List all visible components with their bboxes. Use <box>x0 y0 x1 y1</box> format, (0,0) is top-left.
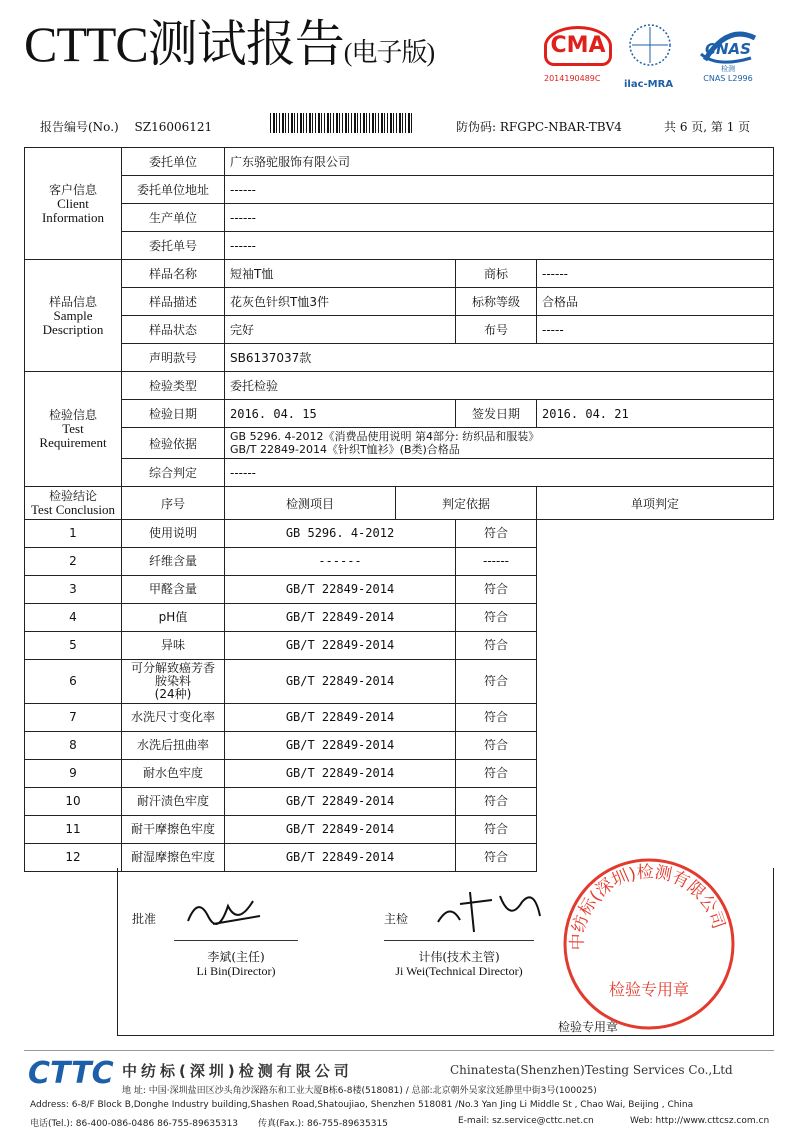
table-row <box>25 760 774 788</box>
field-value: ------ <box>225 232 774 260</box>
table-row <box>25 316 774 344</box>
page-info: 共 6 页, 第 1 页 <box>664 120 751 134</box>
check-label: 主检 <box>384 912 409 926</box>
col-header: 检测项目 <box>225 487 396 520</box>
table-row <box>25 288 774 316</box>
item-name: 使用说明 <box>122 520 225 548</box>
checker-line <box>384 940 534 941</box>
approver-line <box>174 940 298 941</box>
anti-fake-label: 防伪码: <box>456 120 497 134</box>
footer-email: E-mail: sz.service@cttc.net.cn <box>458 1116 594 1126</box>
item-name: pH值 <box>122 604 225 632</box>
item-result: 符合 <box>456 788 537 816</box>
table-row <box>25 176 774 204</box>
item-result: 符合 <box>456 660 537 704</box>
basis-line-1: GB 5296. 4-2012《消费品使用说明 第4部分: 纺织品和服装》 <box>230 430 540 443</box>
item-no: 8 <box>25 732 122 760</box>
footer-company-cn: 中纺标(深圳)检测有限公司 <box>122 1062 353 1080</box>
approver <box>174 950 298 978</box>
seal-center: 检验专用章 <box>608 980 690 999</box>
item-name: 纤维含量 <box>122 548 225 576</box>
approve-label: 批准 <box>132 912 157 926</box>
anti-fake <box>456 118 622 135</box>
item-no: 11 <box>25 816 122 844</box>
client-section-en1: Client <box>57 195 89 211</box>
table-row <box>25 732 774 760</box>
field-label: 综合判定 <box>122 459 225 487</box>
table-row <box>25 232 774 260</box>
sample-section-en2: Description <box>42 321 104 337</box>
field-value: 2016. 04. 15 <box>225 400 456 428</box>
item-result: 符合 <box>456 732 537 760</box>
item-name: 耐水色牢度 <box>122 760 225 788</box>
ilac-logo <box>620 22 688 92</box>
table-row <box>25 576 774 604</box>
item-basis: ------ <box>225 548 456 576</box>
table-row <box>25 704 774 732</box>
item-result: 符合 <box>456 816 537 844</box>
sample-section <box>25 260 122 372</box>
item-basis: GB/T 22849-2014 <box>225 704 456 732</box>
table-row <box>25 400 774 428</box>
table-row <box>25 459 774 487</box>
test-section-en1: Test <box>62 421 84 436</box>
field-value: 2016. 04. 21 <box>537 400 774 428</box>
item-result: 符合 <box>456 576 537 604</box>
item-name: 可分解致癌芳香胺染料 (24种) <box>122 660 225 704</box>
field-label: 检验依据 <box>122 428 225 459</box>
field-label: 标称等级 <box>456 288 537 316</box>
checker-signature <box>430 882 550 938</box>
conclusion-section-en: Test Conclusion <box>31 502 115 517</box>
table-row <box>25 520 774 548</box>
item-no: 6 <box>25 660 122 704</box>
cnas-logo <box>692 24 764 96</box>
seal-stamp-label: 检验专用章 <box>558 1020 619 1034</box>
test-section-cn: 检验信息 <box>48 408 97 422</box>
field-value: SB6137037款 <box>225 344 774 372</box>
table-row <box>25 816 774 844</box>
anti-fake-code: RFGPC-NBAR-TBV4 <box>499 120 622 134</box>
field-label: 商标 <box>456 260 537 288</box>
report-no-value: SZ16006121 <box>134 120 213 134</box>
table-row <box>25 604 774 632</box>
sample-section-cn: 样品信息 <box>48 294 97 309</box>
conclusion-section <box>25 487 122 520</box>
ilac-logo-text: ilac-MRA <box>624 79 674 90</box>
footer-address-en: Address: 6-8/F Block B,Donghe Industry building,Shashen Road,Shatoujiao, Shenzhen 518081 /No.3 Yan Jing Li Middle St , Chao Wai, Beijing , China <box>30 1100 694 1110</box>
field-label: 样品描述 <box>122 288 225 316</box>
checker-cn: 计伟(技术主管) <box>418 950 500 964</box>
footer-fax: 传真(Fax.): 86-755-89635315 <box>258 1119 388 1129</box>
cnas-sub: 检测 <box>721 65 735 73</box>
field-value: ------ <box>537 260 774 288</box>
footer-divider <box>24 1050 774 1051</box>
table-row <box>25 148 774 176</box>
table-row <box>25 428 774 459</box>
approver-en: Li Bin(Director) <box>196 964 276 978</box>
table-row <box>25 660 774 704</box>
cma-logo <box>544 26 616 88</box>
conclusion-section-cn: 检验结论 <box>48 489 97 503</box>
field-label: 样品状态 <box>122 316 225 344</box>
item-basis: GB/T 22849-2014 <box>225 632 456 660</box>
item-result: 符合 <box>456 844 537 872</box>
field-label: 委托单位地址 <box>122 176 225 204</box>
field-value <box>225 428 774 459</box>
item-name: 甲醛含量 <box>122 576 225 604</box>
item-result: 符合 <box>456 704 537 732</box>
barcode <box>270 113 414 133</box>
item-result: 符合 <box>456 604 537 632</box>
cma-code: 2014190489C <box>544 74 601 83</box>
approver-cn: 李斌(主任) <box>207 950 265 964</box>
item-no: 12 <box>25 844 122 872</box>
footer-logo: CTTC <box>28 1056 114 1091</box>
field-label: 生产单位 <box>122 204 225 232</box>
field-label: 声明款号 <box>122 344 225 372</box>
company-seal <box>560 855 738 1033</box>
field-label: 委托单位 <box>122 148 225 176</box>
col-header: 序号 <box>122 487 225 520</box>
table-row <box>25 788 774 816</box>
table-row <box>25 260 774 288</box>
report-title <box>24 14 434 83</box>
item-result: ------ <box>456 548 537 576</box>
item-basis: GB/T 22849-2014 <box>225 576 456 604</box>
item-no: 2 <box>25 548 122 576</box>
item-no: 1 <box>25 520 122 548</box>
client-section-en2: Information <box>41 209 105 225</box>
item-basis: GB 5296. 4-2012 <box>225 520 456 548</box>
item-result: 符合 <box>456 632 537 660</box>
item-name: 耐干摩擦色牢度 <box>122 816 225 844</box>
cnas-logo-text: CNAS <box>705 40 751 58</box>
report-no-label: 报告编号(No.) <box>40 120 119 134</box>
item-name: 水洗尺寸变化率 <box>122 704 225 732</box>
field-label: 委托单号 <box>122 232 225 260</box>
client-section <box>25 148 122 260</box>
item-basis: GB/T 22849-2014 <box>225 732 456 760</box>
item-basis: GB/T 22849-2014 <box>225 760 456 788</box>
item-basis: GB/T 22849-2014 <box>225 604 456 632</box>
field-label: 样品名称 <box>122 260 225 288</box>
cnas-code: CNAS L2996 <box>703 74 753 83</box>
field-value: ----- <box>537 316 774 344</box>
table-row <box>25 632 774 660</box>
item-name: 耐汗渍色牢度 <box>122 788 225 816</box>
field-label: 检验类型 <box>122 372 225 400</box>
test-section-en2: Requirement <box>39 435 107 450</box>
item-name: 水洗后扭曲率 <box>122 732 225 760</box>
field-value: 完好 <box>225 316 456 344</box>
field-value: ------ <box>225 176 774 204</box>
field-value: 合格品 <box>537 288 774 316</box>
table-row <box>25 548 774 576</box>
field-label: 检验日期 <box>122 400 225 428</box>
cma-logo-text: CMA <box>550 33 606 58</box>
item-name: 耐湿摩擦色牢度 <box>122 844 225 872</box>
title-sub: (电子版) <box>343 38 435 67</box>
field-value: 短袖T恤 <box>225 260 456 288</box>
client-section-cn: 客户信息 <box>48 182 97 197</box>
item-result: 符合 <box>456 520 537 548</box>
item-no: 7 <box>25 704 122 732</box>
col-header: 判定依据 <box>396 487 537 520</box>
item-basis: GB/T 22849-2014 <box>225 844 456 872</box>
item-basis: GB/T 22849-2014 <box>225 660 456 704</box>
field-value: 委托检验 <box>225 372 774 400</box>
item-no: 3 <box>25 576 122 604</box>
col-header: 单项判定 <box>537 487 774 520</box>
field-value: ------ <box>225 459 774 487</box>
seal-text <box>568 862 729 950</box>
title-main: CTTC测试报告 <box>24 16 344 72</box>
item-no: 5 <box>25 632 122 660</box>
item-no: 10 <box>25 788 122 816</box>
approver-signature <box>178 886 268 936</box>
item-basis: GB/T 22849-2014 <box>225 816 456 844</box>
table-row <box>25 487 774 520</box>
footer-address-cn: 地 址: 中国·深圳盐田区沙头角沙深路东和工业大厦B栋6-8楼(518081) / 总部:北京朝外吴家汶延静里中街3号(100025) <box>122 1086 597 1096</box>
field-label: 签发日期 <box>456 400 537 428</box>
checker <box>366 950 552 978</box>
table-row <box>25 372 774 400</box>
item-result: 符合 <box>456 760 537 788</box>
field-label: 布号 <box>456 316 537 344</box>
field-value: 广东骆驼服饰有限公司 <box>225 148 774 176</box>
report-no <box>40 118 212 135</box>
footer-company-en: Chinatesta(Shenzhen)Testing Services Co.,Ltd <box>450 1063 733 1077</box>
seal-text-path: 中纺标(深圳)检测有限公司 <box>567 862 729 951</box>
field-value: ------ <box>225 204 774 232</box>
test-section <box>25 372 122 487</box>
item-no: 4 <box>25 604 122 632</box>
item-name: 异味 <box>122 632 225 660</box>
basis-line-2: GB/T 22849-2014《针织T恤衫》(B类)合格品 <box>230 443 460 456</box>
checker-en: Ji Wei(Technical Director) <box>395 964 523 978</box>
table-row <box>25 344 774 372</box>
item-basis: GB/T 22849-2014 <box>225 788 456 816</box>
seal-circle-icon <box>560 855 738 1033</box>
field-value: 花灰色针织T恤3件 <box>225 288 456 316</box>
sample-section-en1: Sample <box>53 307 93 323</box>
table-row <box>25 204 774 232</box>
footer-tel: 电话(Tel.): 86-400-086-0486 86-755-89635313 <box>30 1119 239 1129</box>
item-no: 9 <box>25 760 122 788</box>
ilac-globe-icon <box>620 22 680 68</box>
footer-web: Web: http://www.cttcsz.com.cn <box>630 1116 770 1126</box>
